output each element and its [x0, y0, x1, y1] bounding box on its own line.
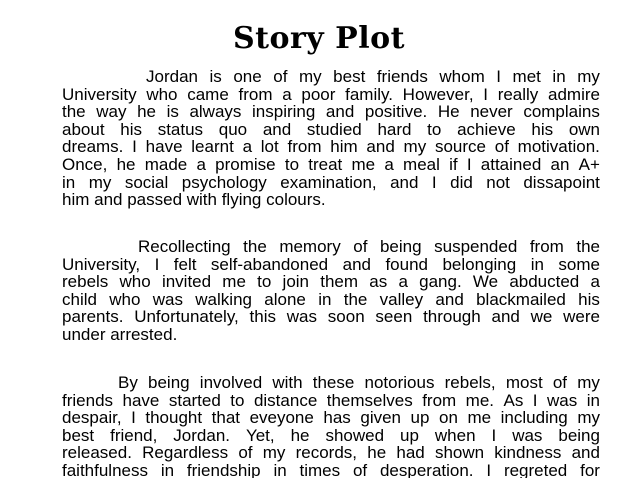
paragraph-line: him and passed with flying colours.	[62, 190, 326, 210]
paragraph-2	[62, 238, 600, 344]
paragraph-line: in my social psychology examination, and I did not dissapoint	[62, 172, 600, 192]
paragraph-line: Jordan is one of my best friends whom I met in my	[146, 67, 600, 86]
paragraph-line: University, I felt self-abandoned and found belonging in some	[62, 254, 600, 274]
paragraph-line: Recollecting the memory of being suspended from the	[138, 237, 600, 256]
paragraph-line: about his status quo and studied hard to achieve his own	[62, 119, 600, 139]
slide-title: Story Plot	[232, 21, 406, 56]
paragraph-line: child who was walking alone in the valley and blackmailed his	[62, 289, 600, 309]
paragraph-line: the way he is always inspiring and positive. He never complains	[62, 102, 600, 122]
paragraph-line: under arrested.	[62, 324, 178, 344]
paragraph-1	[62, 68, 600, 209]
paragraph-line: By being involved with these notorious rebels, most of my	[118, 373, 600, 392]
paragraph-line: rebels who invited me to join them as a gang. We abducted a	[62, 272, 600, 292]
paragraph-line: dreams. I have learnt a lot from him and my source of motivation.	[62, 137, 600, 157]
paragraph-line: friends have started to distance themselves from me. As I was in	[62, 390, 600, 410]
paragraph-line: released. Regardless of my records, he had shown kindness and	[62, 443, 600, 463]
paragraph-line: University who came from a poor family. However, I really admire	[62, 84, 600, 104]
paragraph-line: Once, he made a promise to treat me a meal if I attained an A+	[62, 154, 600, 174]
paragraph-line: faithfulness in friendship in times of desperation. I regreted for	[62, 460, 600, 478]
paragraph-line: best friend, Jordan. Yet, he showed up when I was being	[62, 425, 600, 445]
paragraph-line: parents. Unfortunately, this was soon seen through and we were	[62, 307, 600, 327]
paragraph-3	[62, 374, 600, 478]
paragraph-line: despair, I thought that eveyone has given up on me including my	[62, 408, 600, 428]
